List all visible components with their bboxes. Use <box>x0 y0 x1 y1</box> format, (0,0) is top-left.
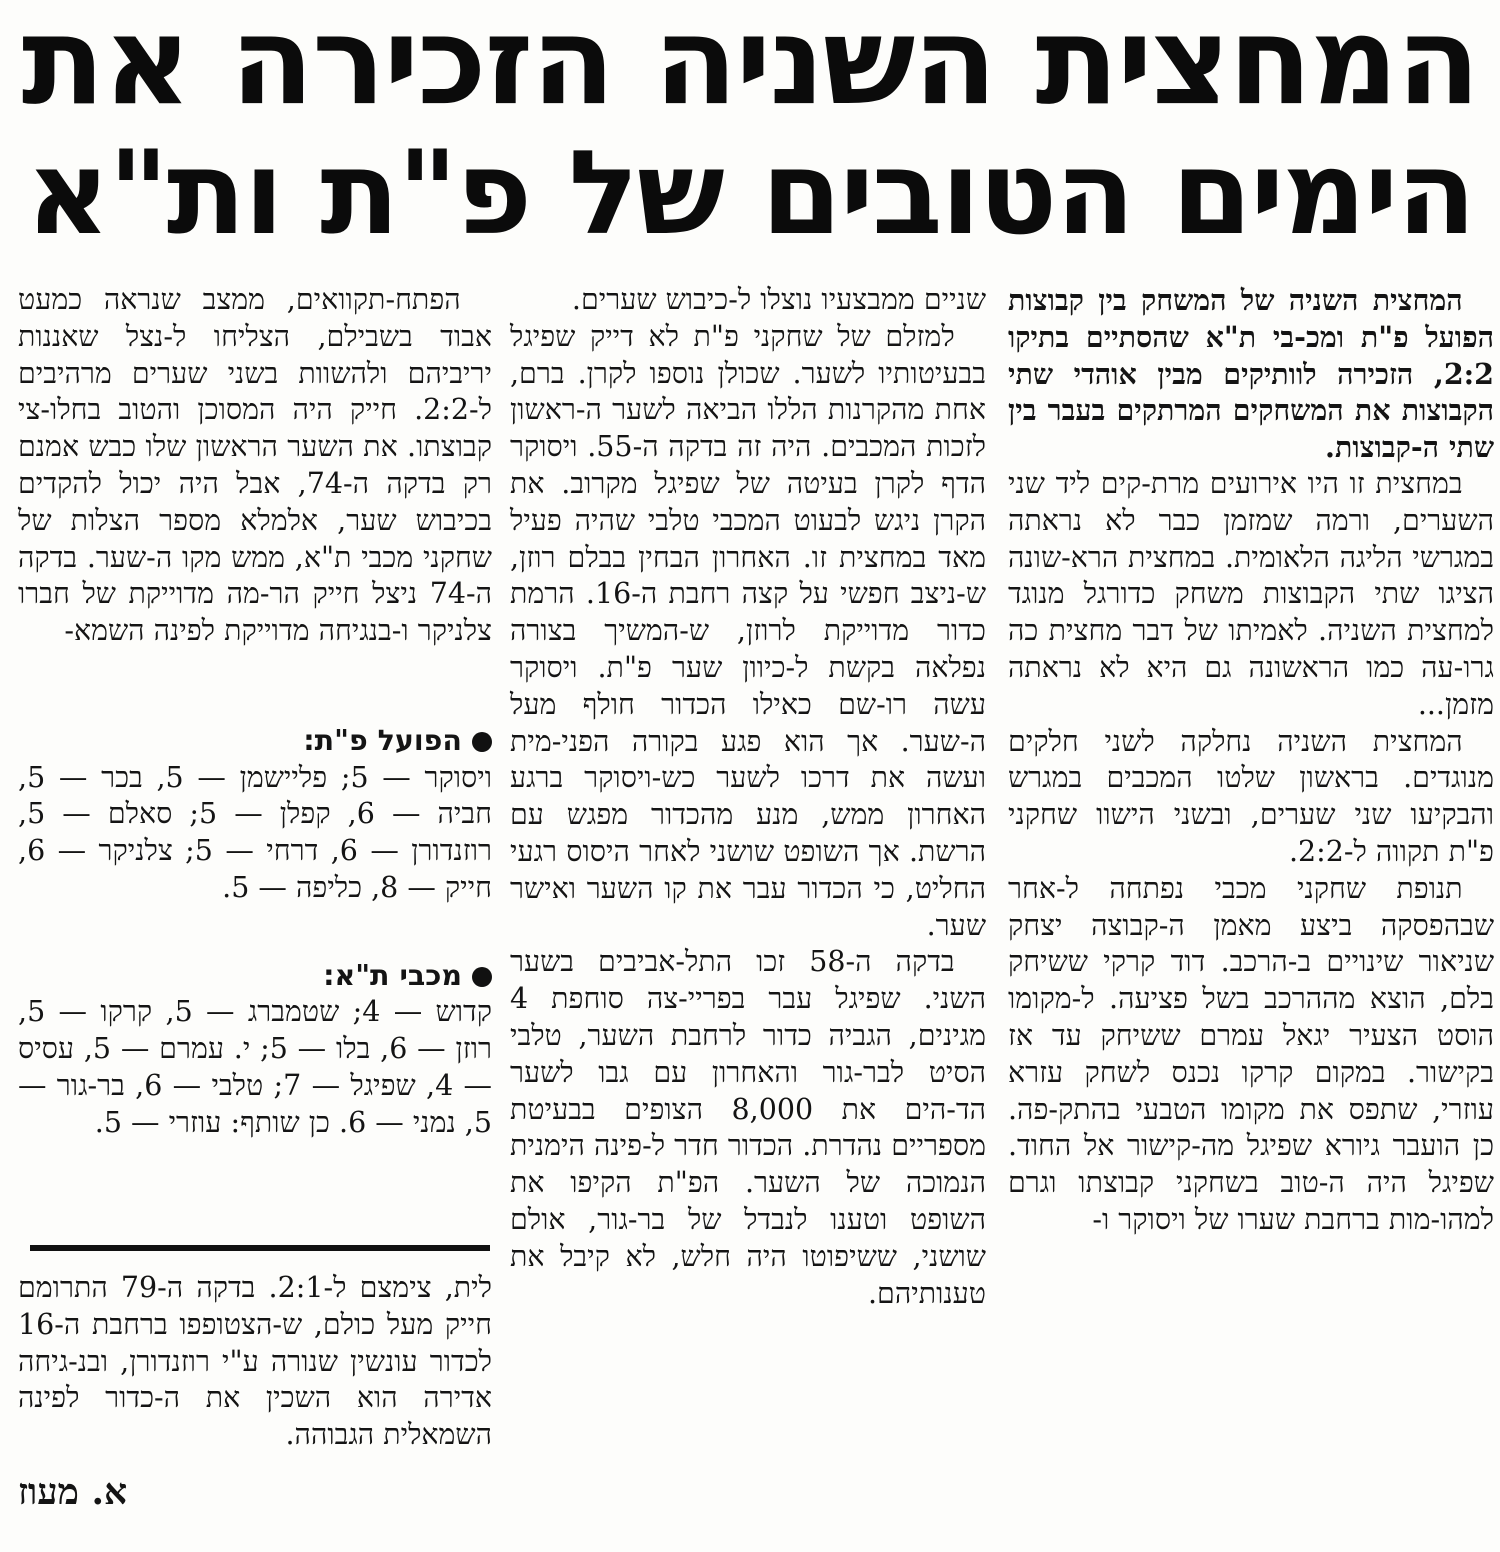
team-name: מכבי ת"א: <box>323 958 462 992</box>
team-name: הפועל פ"ת: <box>303 723 462 757</box>
headline-line-2: הימים הטובים של פ"ת ות"א <box>25 126 1475 261</box>
article-paragraph: שניים ממבצעיו נוצלו ל-כיבוש שערים. <box>571 283 986 316</box>
article-paragraph: למזלם של שחקני פ"ת לא דייק שפיגל בבעיטותיו לשער. שכולן נוספו לקרן. ברם, אחת מהקרנות הללו הביאה לשער ה-ראשון לזכות המכבים. היה זה בדקה ה-55. ויסוקר הדף לקרן בעיטה של שפיגל מקרוב. את הקרן ניגש לבעוט המכבי טלבי שהיה פעיל מאד במחצית זו. האחרון הבחין בבלם רוזן, ש-ניצב חפשי על קצה רחבת ה-16. הרמת כדור מדוייקת לרוזן, ש-המשיך בצורה נפלאה בקשת ל-כיוון שער פ"ת. ויסוקר עשה רו-שם כאילו הכדור חולף מעל ה-שער. אך הוא פגע בקורה הפני-מית ועשה את דרכו לשער כש-ויסוקר ברגע האחרון ממש, מנע מהכדור מפגש עם הרשת. אך השופט שושני לאחר היסוס רגעי החליט, כי הכדור עבר את קו השער ואישר שער. <box>510 319 986 942</box>
article-paragraph: לית, צימצם ל-2:1. בדקה ה-79 התרומם חייק מעל כולם, ש-הצטופפו ברחבת ה-16 לכדור עונשין שנורה ע"י רוזנדורן, ובנ-גיחה אדירה הוא השכין את ה-כדור לפינה השמאלית הגבוהה. <box>18 1271 492 1452</box>
article-column-middle <box>510 282 986 1312</box>
lineup-maccabi <box>18 921 492 1142</box>
article-continuation <box>18 1270 492 1511</box>
lineup-hapoel <box>18 686 492 907</box>
article-paragraph: הפתח-תקוואים, ממצב שנראה כמעט אבוד בשבילם, הצליחו ל-נצל שאננות יריביהם ולהשוות בשני שערים מרהיבים ל-2:2. חייק היה המסוכן והטוב בחלו-צי קבוצתו. את השער הראשון שלו כבש אמנם רק בדקה ה-74, אבל היה יכול להקדים בכיבוש שער, אלמלא מספר הצלות של שחקני מכבי ת"א, ממש מקו ה-שער. בדקה ה-74 ניצל חייק הר-מה מדוייקת של חברו צלניקר ו-בנגיחה מדוייקת לפינה השמא- <box>18 283 492 648</box>
article-column-left <box>18 282 492 1142</box>
article-paragraph: במחצית זו היו אירועים מרת-קים ליד שני השערים, ורמה שמזמן כבר לא נראתה במגרשי הליגה הלאומית. במחצית הרא-שונה הציגו שתי הקבוצות משחק כדורגל מנוגד למחצית השניה. לאמיתו של דבר מחצית כה גרו-עה כמו הראשונה גם היא לא נראתה מזמן... <box>1008 466 1494 721</box>
bullet-icon <box>472 967 492 987</box>
bullet-icon <box>472 732 492 752</box>
byline: א. מעוז <box>18 1470 128 1513</box>
article-paragraph: תנופת שחקני מכבי נפתחה ל-אחר שבהפסקה ביצע מאמן ה-קבוצה יצחק שניאור שינויים ב-הרכב. דוד קרקי ששיחק בלם, הוצא מההרכב בשל פציעה. ל-מקומו הוסט הצעיר יגאל עמרם ששיחק עד אז בקישור. במקום קרקו נכנס לשחק עזרא עוזרי, שתפס את מקומו הטבעי בהתק-פה. כן הועבר גיורא שפיגל מה-קישור אל החוד. שפיגל היה ה-טוב בשחקני קבוצתו וגרם למהו-מות ברחבת שערו של ויסוקר ו- <box>1008 871 1494 1236</box>
player-ratings: קדוש — 4; שטמברג — 5, קרקו — 5, רוזן — 6, בלו — 5; י. עמרם — 5, עסיס — 4, שפיגל — 7; טלבי — 6, בר-גור — 5, נמני — 6. כן שותף: עוזרי — 5. <box>18 995 493 1139</box>
player-ratings: ויסוקר — 5; פליישמן — 5, בכר — 5, חביה — 6, קפלן — 5; סאלם — 5, רוזנדורן — 6, דרחי — 5; צלניקר — 6, חייק — 8, כליפה — 5. <box>18 760 493 904</box>
team-lineups <box>18 686 492 1142</box>
lead-paragraph: המחצית השניה של המשחק בין קבוצות הפועל פ"ת ומכ-בי ת"א שהסתיים בתיקו 2:2, הזכירה לוותיקים מבין אוהדי שתי הקבוצות את המשחקים המרתקים בעבר בין שתי ה-קבוצות. <box>1008 283 1494 465</box>
headline-line-1: המחצית השניה הזכירה את <box>21 0 1479 132</box>
article-paragraph: המחצית השניה נחלקה לשני חלקים מנוגדים. בראשון שלטו המכבים במגרש והבקיעו שני שערים, ובשני הישוו שחקני פ"ת תקווה ל-2:2. <box>1008 724 1494 868</box>
divider-rule <box>30 1245 490 1251</box>
article-paragraph: בדקה ה-58 זכו התל-אביבים בשער השני. שפיגל עבר בפריי-צה סוחפת 4 מגינים, הגביה כדור לרחבת השער, טלבי הסיט לבר-גור והאחרון עם גבו לשער הד-הים את 8,000 הצופים בבעיטת מספריים נהדרת. הכדור חדר ל-פינה הימנית הנמוכה של השער. הפ"ת הקיפו את השופט וטענו לנבדל של בר-גור, אולם שושני, ששיפוטו היה חלש, לא קיבל את טענותיהם. <box>510 945 987 1310</box>
article-column-right <box>1008 282 1494 1239</box>
